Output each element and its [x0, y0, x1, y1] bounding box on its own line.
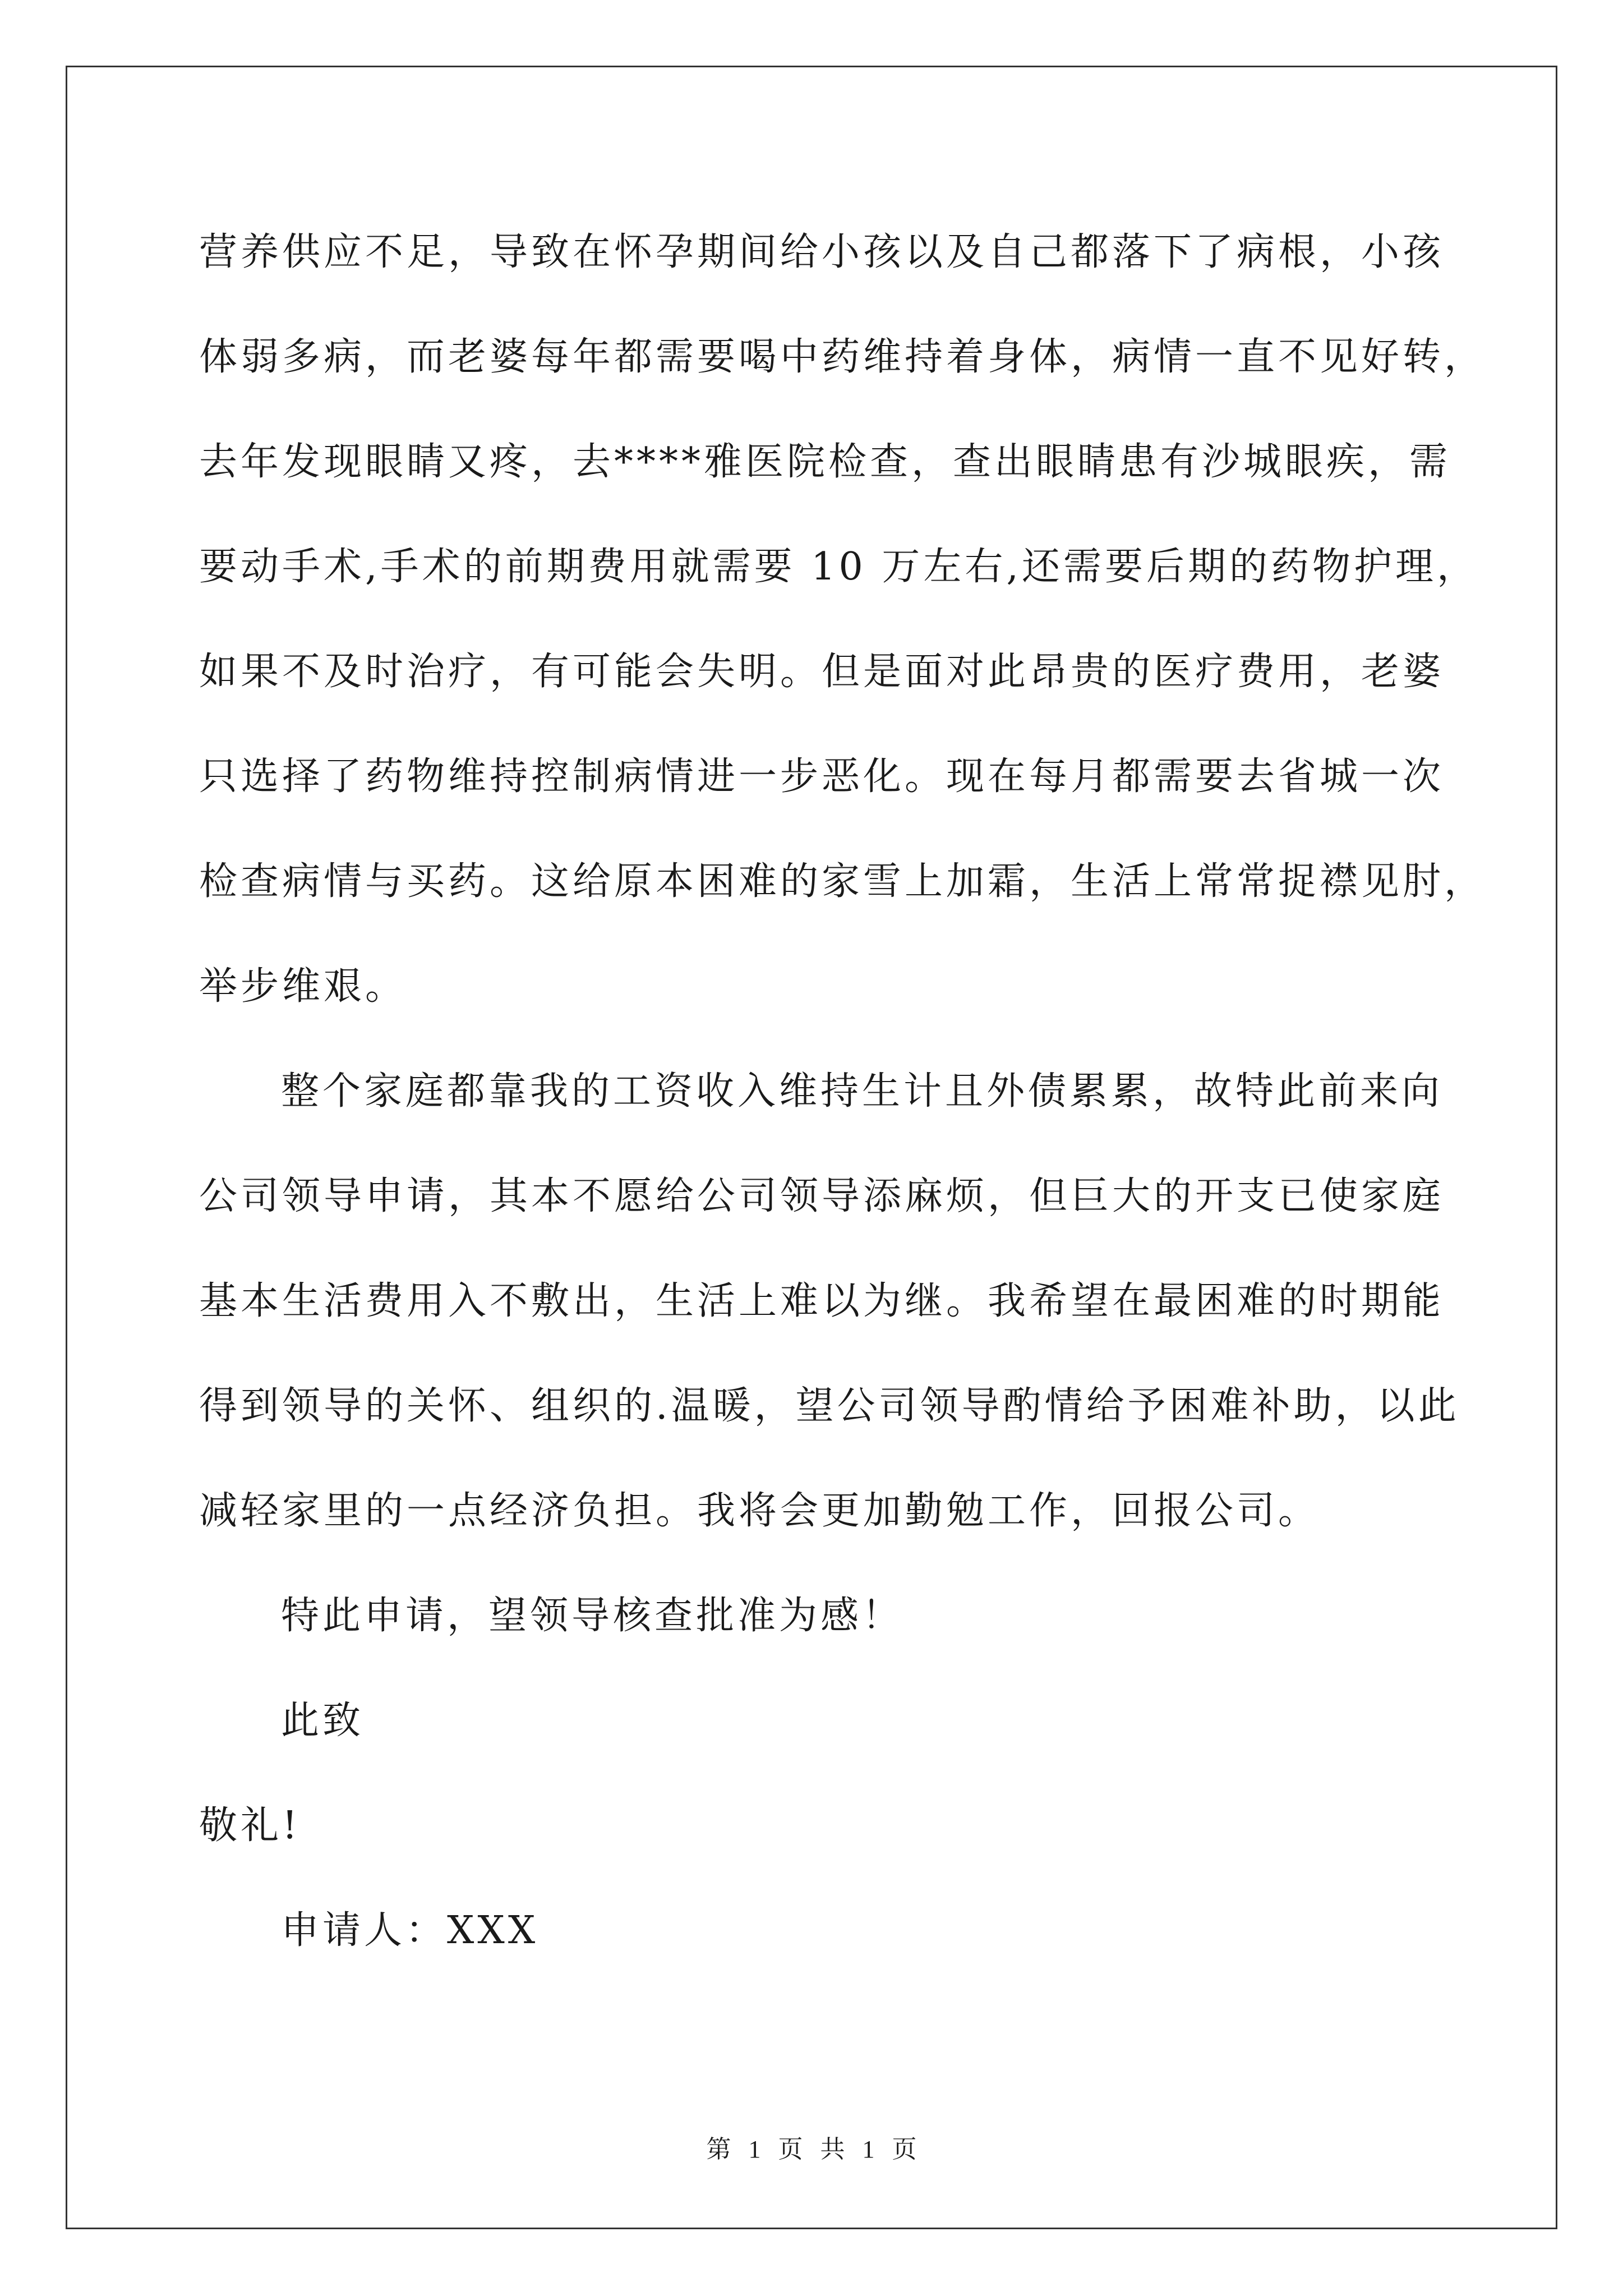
applicant-signature: 申请人：XXX [281, 1908, 539, 1953]
paragraph-line: 举步维艰。 [199, 964, 407, 1009]
paragraph-line: 要动手术,手术的前期费用就需要 10 万左右,还需要后期的药物护理， [199, 545, 1478, 589]
paragraph-line: 体弱多病，而老婆每年都需要喝中药维持着身体，病情一直不见好转， [199, 335, 1486, 379]
paragraph-line: 营养供应不足，导致在怀孕期间给小孩以及自己都落下了病根，小孩 [199, 230, 1445, 274]
salutation-jingli: 敬礼! [199, 1803, 301, 1848]
paragraph-line: 基本生活费用入不敷出，生活上难以为继。我希望在最困难的时期能 [199, 1279, 1445, 1323]
paragraph-line: 整个家庭都靠我的工资收入维持生计且外债累累，故特此前来向 [281, 1069, 1444, 1114]
salutation-cizhi: 此致 [281, 1699, 365, 1743]
paragraph-line: 如果不及时治疗，有可能会失明。但是面对此昂贵的医疗费用，老婆 [199, 650, 1445, 694]
page-footer: 第 1 页 共 1 页 [706, 2136, 917, 2163]
paragraph-line: 减轻家里的一点经济负担。我将会更加勤勉工作，回报公司。 [199, 1489, 1320, 1533]
paragraph-line: 公司领导申请，其本不愿给公司领导添麻烦，但巨大的开支已使家庭 [199, 1174, 1445, 1218]
paragraph-line: 去年发现眼睛又疼，去****雅医院检查，查出眼睛患有沙城眼疾，需 [199, 440, 1451, 484]
paragraph-line: 检查病情与买药。这给原本困难的家雪上加霜，生活上常常捉襟见肘， [199, 859, 1486, 904]
paragraph-line: 只选择了药物维持控制病情进一步恶化。现在每月都需要去省城一次 [199, 754, 1445, 799]
paragraph-line: 得到领导的关怀、组织的.温暖，望公司领导酌情给予困难补助，以此 [199, 1384, 1460, 1428]
request-closing: 特此申请，望领导核查批准为感！ [281, 1594, 904, 1638]
document-body [199, 210, 1486, 1994]
